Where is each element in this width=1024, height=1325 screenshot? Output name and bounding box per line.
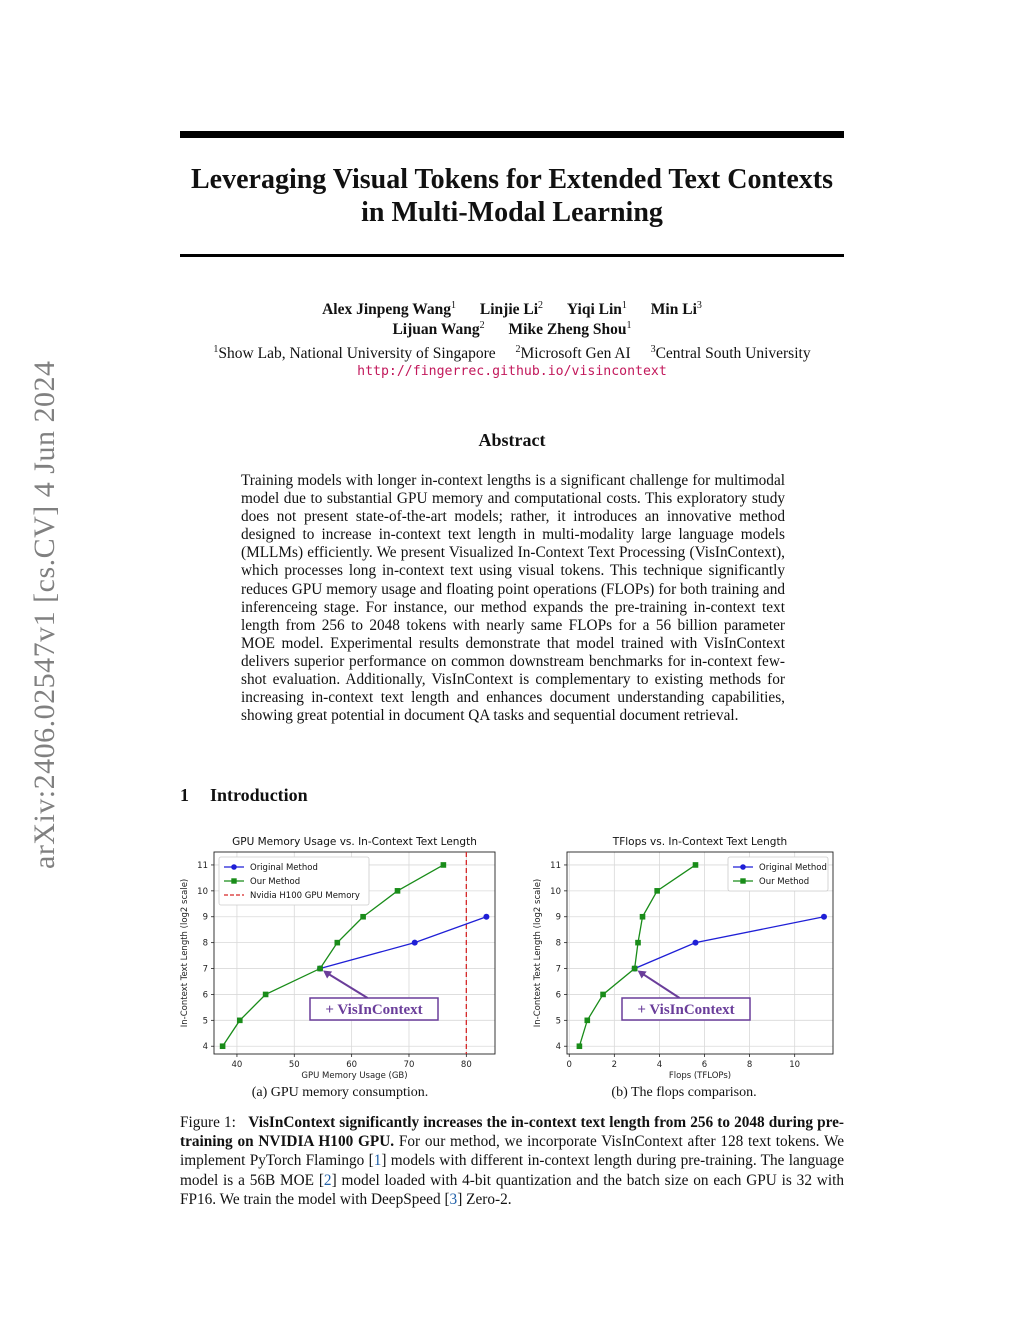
data-point-ours (263, 992, 269, 998)
author: Min Li$^3$ (650, 300, 702, 318)
abstract-text: Training models with longer in-context lengths is a significant challenge for multimodal model due to substantial GPU memory and computational costs. This exploratory study does not present state-of-the-art models; rather, it introduces an innovative method designed to increase in-context text length in multi-modality large language models (MLLMs) efficiently. We present Visualized In-Context Text Processing (VisInContext), which processes long in-context text using visual tokens. This technique significantly reduces GPU memory usage and floating point operations (FLOPs) for both training and inferenceing stage. For instance, our method expands the pre-training in-context text length from 256 to 2048 tokens with nearly same FLOPs for a 56 billion parameter MOE model. Experimental results demonstrate that model trained with VisInContext delivers superior performance on common downstream benchmarks for in-context few-shot evaluation. Additionally, VisInContext is complementary to existing methods for increasing in-context text length and enhances document understanding capabilities, showing great potential in document QA tasks and sequential document retrieval. (241, 472, 785, 725)
legend-label: Nvidia H100 GPU Memory (250, 891, 360, 901)
y-tick-label: 7 (202, 964, 208, 975)
y-tick-label: 6 (555, 990, 561, 1001)
y-tick-label: 8 (555, 938, 561, 949)
title-rule-top (180, 131, 844, 138)
caption-bold: VisInContext significantly increases the in-context text length from 256 to 2048 during pre-training on NVIDIA H100 GPU. (180, 1114, 844, 1151)
y-tick-label: 9 (555, 912, 561, 923)
x-tick-label: 2 (611, 1060, 618, 1070)
chart-title: GPU Memory Usage vs. In-Context Text Length (232, 836, 477, 848)
section-title: Introduction (210, 785, 308, 805)
x-tick-label: 10 (789, 1060, 801, 1070)
legend-marker (740, 864, 746, 870)
affiliation: $^1$Show Lab, National University of Singapore (213, 344, 496, 362)
legend-label: Our Method (759, 877, 810, 887)
data-point-ours (220, 1043, 226, 1049)
data-point-ours (441, 862, 447, 868)
data-point-ours (635, 940, 641, 946)
x-tick-label: 50 (288, 1060, 300, 1070)
data-point-ours (600, 992, 606, 998)
x-tick-label: 0 (566, 1060, 572, 1070)
legend-marker (231, 864, 237, 870)
x-axis-label: GPU Memory Usage (GB) (301, 1071, 408, 1080)
author: Linjie Li$^2$ (479, 300, 544, 318)
data-point-ours (584, 1018, 590, 1024)
y-tick-label: 8 (202, 938, 208, 949)
legend-marker (740, 878, 745, 883)
author-list (180, 300, 844, 340)
y-tick-label: 11 (197, 860, 208, 871)
x-tick-label: 70 (403, 1060, 415, 1070)
data-point-ours (640, 914, 646, 920)
data-point-ours (632, 966, 638, 972)
affiliation-list (180, 344, 844, 364)
legend-label: Original Method (759, 863, 827, 873)
chart-gpu-memory (178, 832, 498, 1085)
legend-marker (231, 878, 236, 883)
y-tick-label: 4 (555, 1042, 561, 1053)
y-tick-label: 4 (202, 1042, 208, 1053)
annotation-label: + VisInContext (637, 1002, 735, 1018)
author: Lijuan Wang$^2$ (392, 320, 485, 338)
subcaption-b: (b) The flops comparison. (611, 1085, 757, 1100)
chart-title: TFlops vs. In-Context Text Length (612, 836, 788, 848)
author: Mike Zheng Shou$^1$ (508, 320, 632, 338)
annotation-label: + VisInContext (325, 1002, 423, 1018)
legend-label: Our Method (250, 877, 301, 887)
x-tick-label: 60 (346, 1060, 358, 1070)
author: Alex Jinpeng Wang$^1$ (322, 300, 457, 318)
paper-title: Leveraging Visual Tokens for Extended Text Contexts in Multi-Modal Learning (190, 164, 834, 228)
caption-label: Figure 1: (180, 1114, 236, 1131)
subcaption-a: (a) GPU memory consumption. (251, 1085, 429, 1100)
data-point-ours (317, 966, 323, 972)
y-tick-label: 10 (197, 886, 208, 897)
data-point-ours (395, 888, 401, 894)
data-point-ours (360, 914, 366, 920)
affiliation: $^3$Central South University (650, 344, 811, 362)
chart-gpu-memory-svg (178, 832, 498, 1080)
y-tick-label: 7 (555, 964, 561, 975)
citation-link[interactable]: 2 (323, 1171, 332, 1189)
abstract-heading: Abstract (478, 430, 546, 450)
x-tick-label: 4 (656, 1060, 663, 1070)
x-tick-label: 80 (460, 1060, 472, 1070)
data-point-ours (654, 888, 660, 894)
section-number: 1 (180, 785, 189, 805)
data-point-original (483, 914, 489, 920)
section-heading (180, 785, 308, 806)
legend-label: Original Method (250, 863, 318, 873)
citation-link[interactable]: 1 (373, 1152, 382, 1170)
figure-caption: Figure 1: VisInContext significantly increases the in-context text length from 256 to 2048 during pre-training on NVIDIA H100 GPU. For our method, we incorporate VisInContext after 128 text tokens. We implement PyTorch Flamingo [1] models with different in-context length during pre-training. The language model is a 56B MOE [2] model loaded with 4-bit quantization and the batch size on each GPU is 32 with FP16. We train the model with DeepSpeed [3] Zero-2. (180, 1114, 844, 1208)
y-tick-label: 11 (550, 860, 561, 871)
citation-link[interactable]: 3 (449, 1190, 458, 1208)
y-tick-label: 9 (202, 912, 208, 923)
x-tick-label: 8 (746, 1060, 753, 1070)
x-tick-label: 6 (701, 1060, 708, 1070)
data-point-ours (237, 1018, 243, 1024)
author: Yiqi Lin$^1$ (566, 300, 627, 318)
data-point-ours (693, 862, 699, 868)
data-point-original (821, 914, 827, 920)
chart-tflops-svg (530, 832, 840, 1080)
affiliation: $^2$Microsoft Gen AI (515, 344, 631, 362)
data-point-original (692, 940, 698, 946)
x-axis-label: Flops (TFLOPs) (668, 1071, 732, 1080)
y-tick-label: 10 (550, 886, 561, 897)
x-tick-label: 40 (231, 1060, 243, 1070)
data-point-ours (334, 940, 340, 946)
y-axis-label: In-Context Text Length (log2 scale) (180, 878, 190, 1028)
data-point-ours (577, 1043, 583, 1049)
arxiv-identifier: arXiv:2406.02547v1 [cs.CV] 4 Jun 2024 (28, 360, 61, 870)
y-axis-label: In-Context Text Length (log2 scale) (533, 878, 543, 1028)
project-url-link[interactable]: http://fingerrec.github.io/visincontext (357, 364, 667, 379)
y-tick-label: 5 (555, 1016, 561, 1027)
y-tick-label: 6 (202, 990, 208, 1001)
y-tick-label: 5 (202, 1016, 208, 1027)
chart-tflops (530, 832, 840, 1085)
title-rule-bottom (180, 254, 844, 257)
data-point-original (412, 940, 418, 946)
